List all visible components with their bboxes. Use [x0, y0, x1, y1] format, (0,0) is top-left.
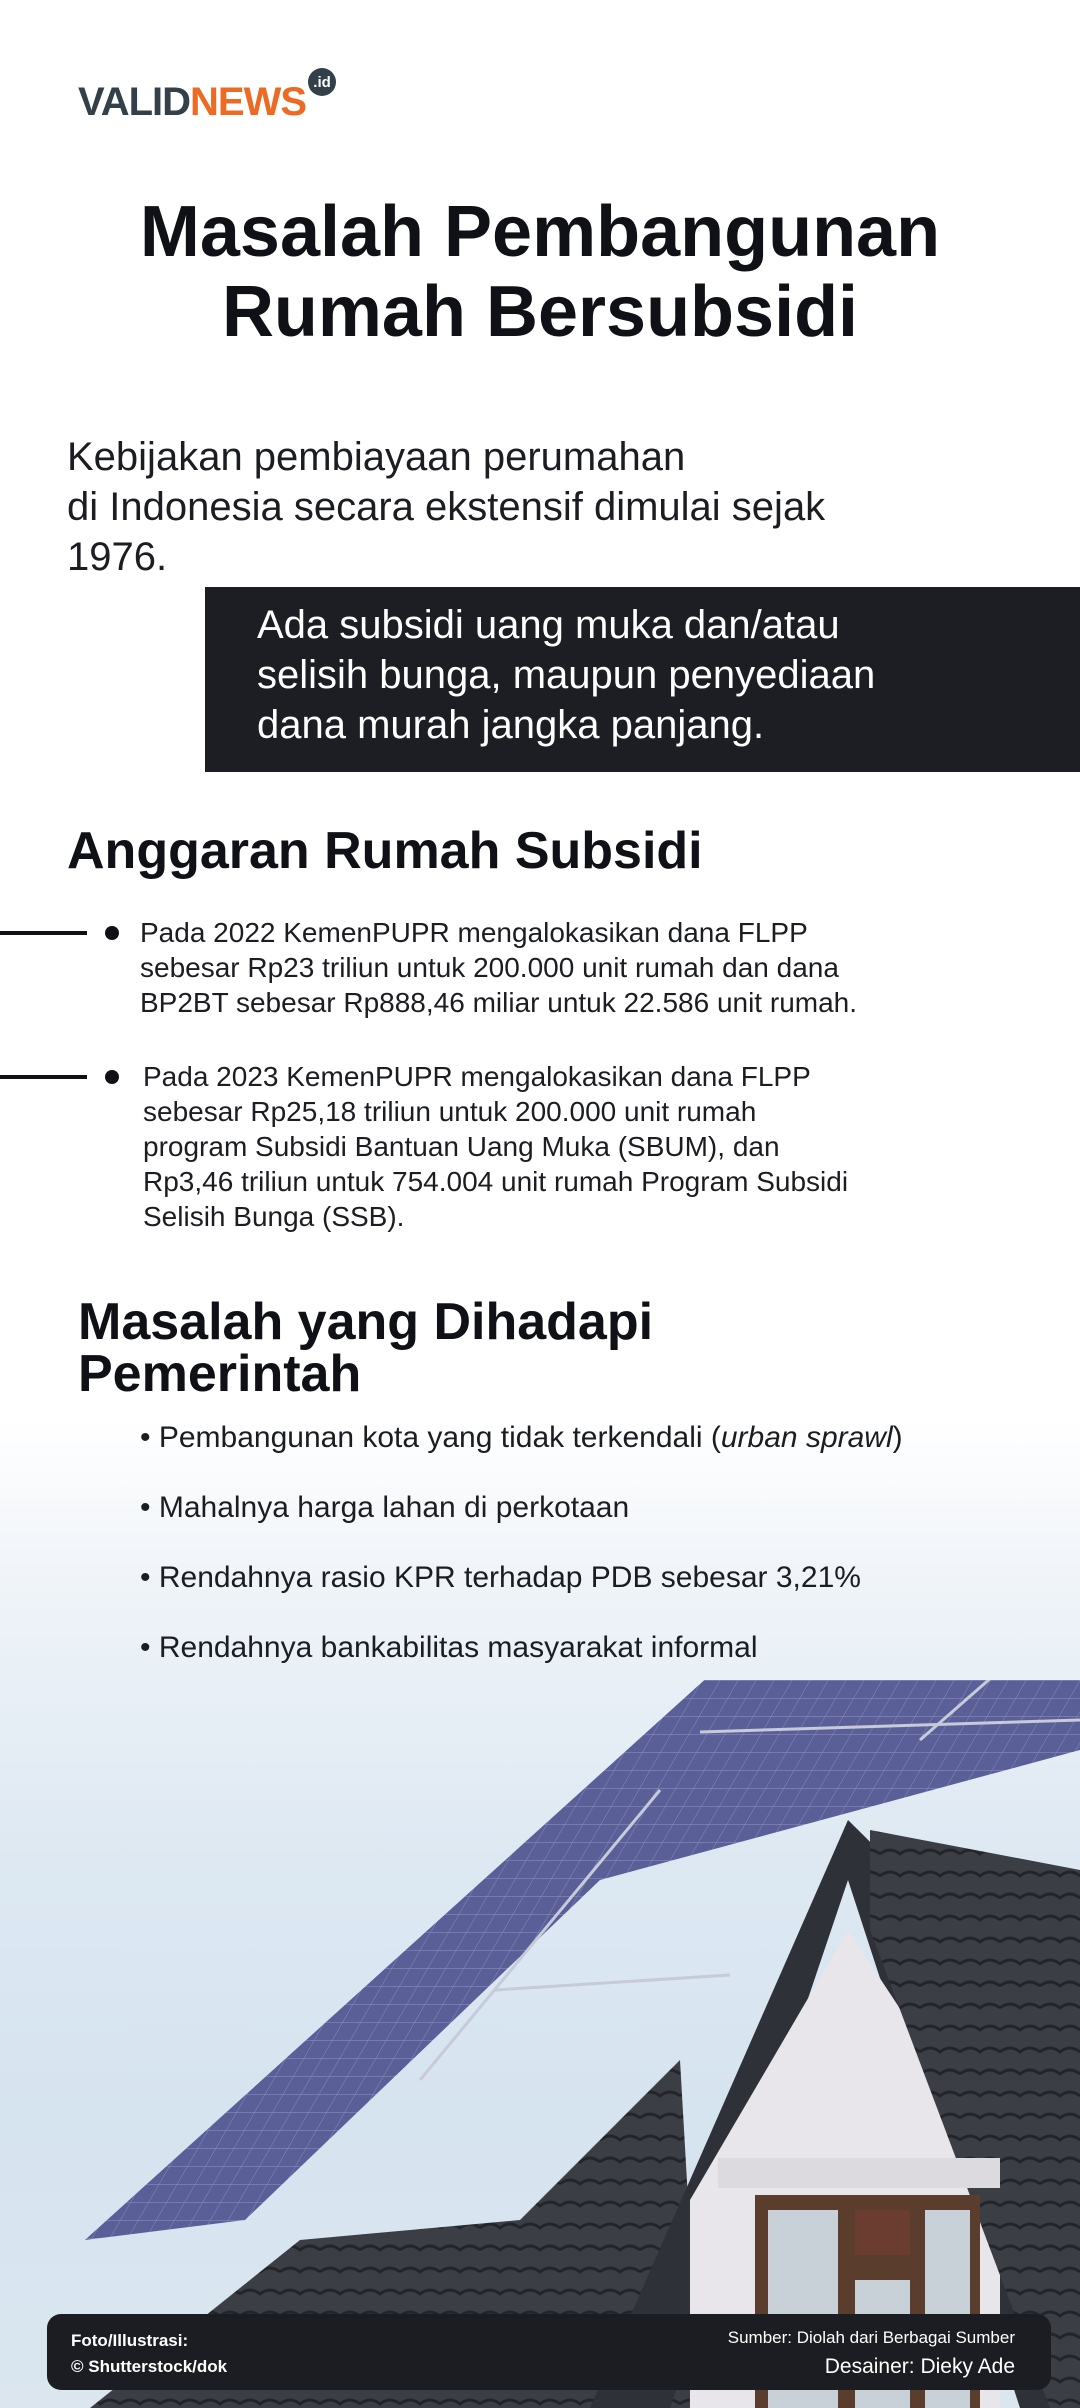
- problem-item: • Rendahnya bankabilitas masyarakat informal: [140, 1631, 758, 1664]
- divider-line: [0, 931, 87, 935]
- problem-italic-term: urban sprawl: [720, 1421, 893, 1454]
- problems-list: [140, 1420, 1060, 1700]
- problems-heading-line-2: Pemerintah: [78, 1345, 362, 1403]
- title-line-2: Rumah Bersubsidi: [221, 272, 859, 352]
- budget-text: Rp3,46 triliun untuk 754.004 unit rumah Program Subsidi: [143, 1166, 849, 1197]
- highlight-line-1: Ada subsidi uang muka dan/atau: [257, 603, 840, 647]
- photo-label: Foto/Illustrasi:: [71, 2331, 189, 2350]
- problem-text-end: ): [892, 1421, 903, 1454]
- intro-line-3: 1976.: [67, 535, 168, 579]
- budget-heading: Anggaran Rumah Subsidi: [67, 822, 703, 880]
- budget-text: BP2BT sebesar Rp888,46 miliar untuk 22.586 unit rumah.: [140, 987, 858, 1018]
- budget-text: sebesar Rp25,18 triliun untuk 200.000 unit rumah: [143, 1096, 757, 1127]
- bullet-dot-icon: [105, 1070, 119, 1084]
- budget-text: Selisih Bunga (SSB).: [143, 1201, 405, 1232]
- highlight-line-2: selisih bunga, maupun penyediaan: [257, 653, 876, 697]
- credits-footer: [47, 2314, 1051, 2390]
- budget-text: Pada 2023 KemenPUPR mengalokasikan dana FLPP: [143, 1061, 811, 1092]
- photo-credit: © Shutterstock/dok: [71, 2357, 228, 2376]
- source-credit: Sumber: Diolah dari Berbagai Sumber: [727, 2328, 1015, 2347]
- divider-line: [0, 1075, 87, 1079]
- intro-line-2: di Indonesia secara ekstensif dimulai sejak: [67, 485, 826, 529]
- highlight-box: [205, 587, 1080, 772]
- logo-news: NEWS: [190, 80, 307, 124]
- budget-text: program Subsidi Bantuan Uang Muka (SBUM), dan: [143, 1131, 780, 1162]
- house-solar-photo: [0, 1680, 1080, 2408]
- designer-credit: Desainer: Dieky Ade: [824, 2355, 1015, 2378]
- problem-item: [140, 1420, 1060, 1456]
- problems-heading-line-1: Masalah yang Dihadapi: [78, 1293, 654, 1351]
- bullet-dot-icon: [105, 926, 119, 940]
- problem-item: • Rendahnya rasio KPR terhadap PDB sebesar 3,21%: [140, 1561, 861, 1594]
- validnews-logo: [78, 62, 336, 122]
- highlight-line-3: dana murah jangka panjang.: [257, 703, 765, 747]
- intro-line-1: Kebijakan pembiayaan perumahan: [67, 435, 686, 479]
- logo-valid: VALID: [78, 80, 191, 124]
- title-line-1: Masalah Pembangunan: [139, 192, 941, 272]
- intro-paragraph: [67, 432, 987, 582]
- problem-item: • Mahalnya harga lahan di perkotaan: [140, 1491, 630, 1524]
- problems-heading: [78, 1293, 654, 1403]
- page-title: [0, 192, 1080, 352]
- budget-text: sebesar Rp23 triliun untuk 200.000 unit rumah dan dana: [140, 952, 839, 983]
- budget-text: Pada 2022 KemenPUPR mengalokasikan dana FLPP: [140, 917, 808, 948]
- problem-text: • Pembangunan kota yang tidak terkendali (: [140, 1421, 721, 1454]
- logo-id-badge: .id: [308, 68, 336, 96]
